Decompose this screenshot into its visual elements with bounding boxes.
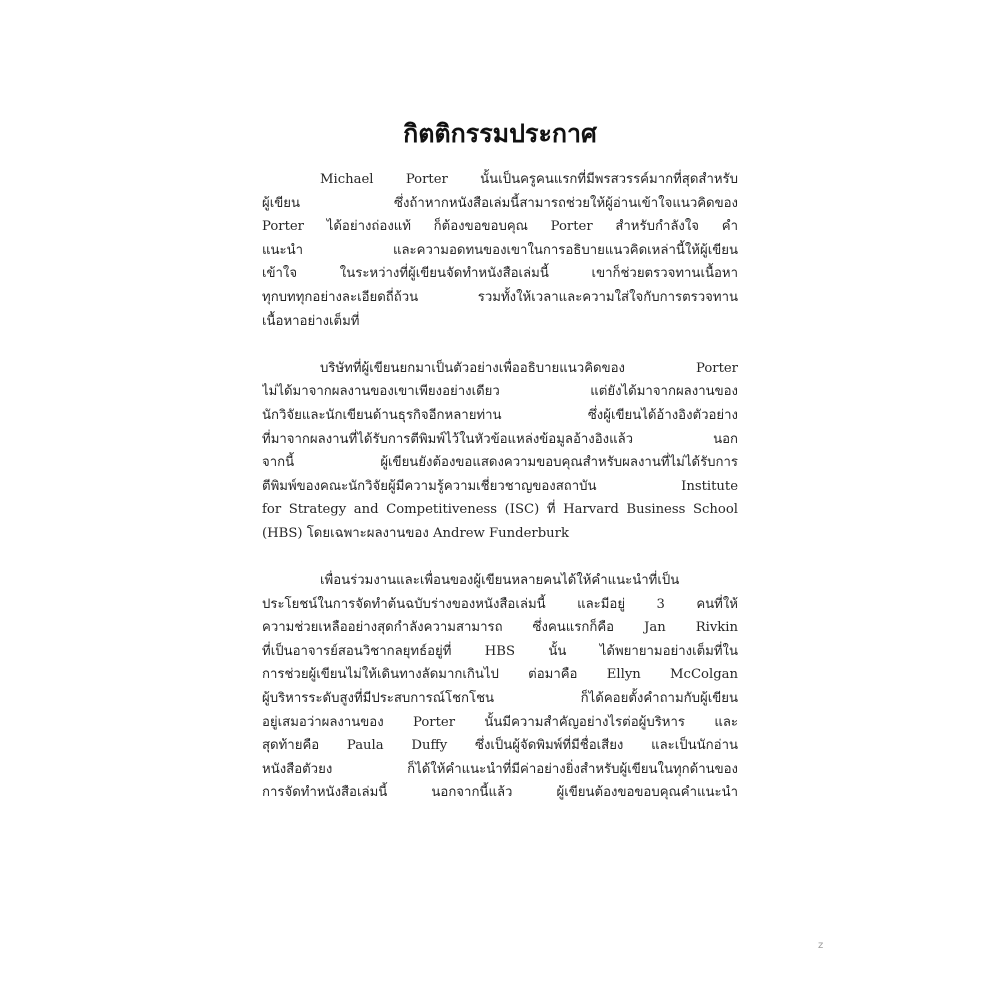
page-title: กิตติกรรมประกาศ <box>403 119 597 148</box>
text-line: ไม่ได้มาจากผลงานของเขาเพียงอย่างเดียว แต่ยังได้มาจากผลงานของ <box>262 384 738 400</box>
text-line: เพื่อนร่วมงานและเพื่อนของผู้เขียนหลายคนได้ให้คำแนะนำที่เป็น <box>320 573 680 589</box>
text-line: การจัดทำหนังสือเล่มนี้ นอกจากนี้แล้ว ผู้เขียนต้องขอขอบคุณคำแนะนำ <box>262 785 738 801</box>
text-line: เนื้อหาอย่างเต็มที่ <box>262 313 360 329</box>
text-line: Porter ได้อย่างถ่องแท้ ก็ต้องขอขอบคุณ Porter สำหรับกำลังใจ คำ <box>262 219 738 235</box>
text-line: บริษัทที่ผู้เขียนยกมาเป็นตัวอย่างเพื่ออธิบายแนวคิดของ Porter <box>320 360 738 376</box>
text-line: ความช่วยเหลืออย่างสุดกำลังความสามารถ ซึ่งคนแรกก็คือ Jan Rivkin <box>262 620 738 636</box>
text-line: อยู่เสมอว่าผลงานของ Porter นั้นมีความสำคัญอย่างไรต่อผู้บริหาร และ <box>262 714 738 730</box>
text-line: Michael Porter นั้นเป็นครูคนแรกที่มีพรสวรรค์มากที่สุดสำหรับ <box>320 172 738 187</box>
text-line: การช่วยผู้เขียนไม่ให้เดินทางลัดมากเกินไป ต่อมาคือ Ellyn McColgan <box>262 667 738 683</box>
text-line: เข้าใจ ในระหว่างที่ผู้เขียนจัดทำหนังสือเล่มนี้ เขาก็ช่วยตรวจทานเนื้อหา <box>262 266 738 282</box>
text-line: ผู้เขียน ซึ่งถ้าหากหนังสือเล่มนี้สามารถช่วยให้ผู้อ่านเข้าใจแนวคิดของ <box>262 195 738 211</box>
text-line: ประโยชน์ในการจัดทำต้นฉบับร่างของหนังสือเล่มนี้ และมีอยู่ 3 คนที่ให้ <box>262 596 738 612</box>
text-line: for Strategy and Competitiveness (ISC) ที่ Harvard Business School <box>262 502 738 518</box>
text-line: (HBS) โดยเฉพาะผลงานของ Andrew Funderburk <box>262 525 569 541</box>
page-number: z <box>818 940 824 951</box>
text-line: ตีพิมพ์ของคณะนักวิจัยผู้มีความรู้ความเชี่ยวชาญของสถาบัน Institute <box>262 478 738 494</box>
paragraph-3 <box>262 569 738 805</box>
paragraph-1 <box>262 168 738 333</box>
text-line: ทุกบททุกอย่างละเอียดถี่ถ้วน รวมทั้งให้เวลาและความใส่ใจกับการตรวจทาน <box>262 289 738 305</box>
text-line: ที่เป็นอาจารย์สอนวิชากลยุทธ์อยู่ที่ HBS นั้น ได้พยายามอย่างเต็มที่ใน <box>262 643 738 659</box>
text-line: นักวิจัยและนักเขียนด้านธุรกิจอีกหลายท่าน ซึ่งผู้เขียนได้อ้างอิงตัวอย่าง <box>262 407 738 423</box>
text-line: จากนี้ ผู้เขียนยังต้องขอแสดงความขอบคุณสำหรับผลงานที่ไม่ได้รับการ <box>262 455 738 471</box>
text-line: สุดท้ายคือ Paula Duffy ซึ่งเป็นผู้จัดพิมพ์ที่มีชื่อเสียง และเป็นนักอ่าน <box>262 738 738 754</box>
text-line: ที่มาจากผลงานที่ได้รับการตีพิมพ์ไว้ในหัวข้อแหล่งข้อมูลอ้างอิงแล้ว นอก <box>262 431 738 447</box>
text-line: ผู้บริหารระดับสูงที่มีประสบการณ์โชกโชน ก็ได้คอยตั้งคำถามกับผู้เขียน <box>262 691 738 707</box>
acknowledgements-body <box>262 168 738 829</box>
text-line: หนังสือตัวยง ก็ได้ให้คำแนะนำที่มีค่าอย่างยิ่งสำหรับผู้เขียนในทุกด้านของ <box>262 761 738 777</box>
text-line: แนะนำ และความอดทนของเขาในการอธิบายแนวคิดเหล่านี้ให้ผู้เขียน <box>262 242 738 258</box>
paragraph-2 <box>262 357 738 546</box>
